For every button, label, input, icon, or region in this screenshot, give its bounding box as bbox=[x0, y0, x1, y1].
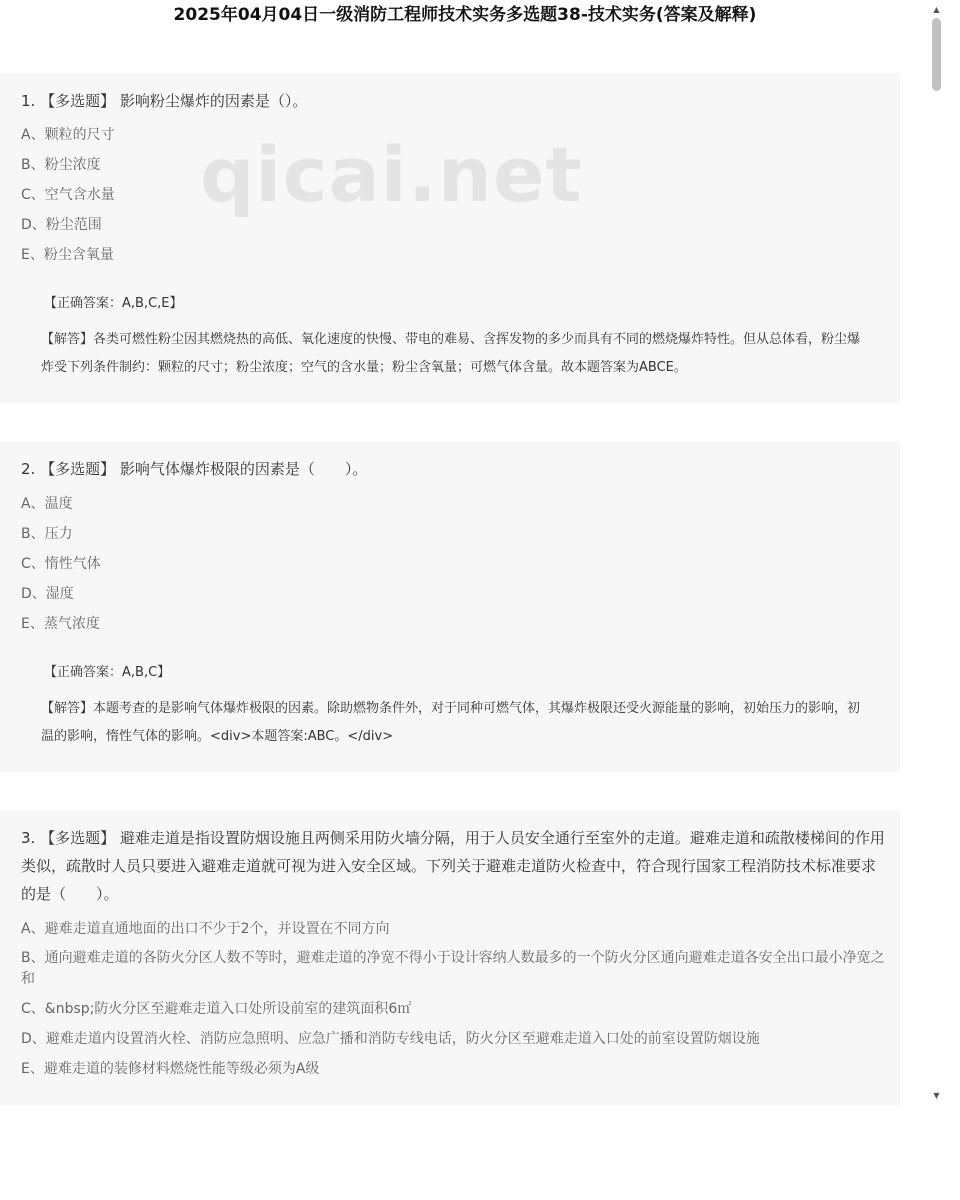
question-type: 【多选题】 bbox=[40, 460, 116, 478]
option-a[interactable]: A、避难走道直通地面的出口不少于2个，并设置在不同方向 bbox=[21, 921, 390, 937]
option-b[interactable]: B、通向避难走道的各防火分区人数不等时，避难走道的净宽不得小于设计容纳人数最多的一个防火分区通向避难走道各安全出口最小净宽之和 bbox=[21, 950, 885, 987]
watermark: qicai.net bbox=[200, 130, 583, 219]
question-stem bbox=[21, 824, 887, 908]
question-text: 影响粉尘爆炸的因素是（）。 bbox=[119, 92, 308, 110]
question-stem bbox=[21, 87, 887, 115]
question-card-1 bbox=[0, 73, 900, 403]
option-e[interactable]: E、蒸气浓度 bbox=[21, 616, 100, 632]
question-text: 影响气体爆炸极限的因素是（ ）。 bbox=[119, 460, 368, 478]
option-b[interactable]: B、粉尘浓度 bbox=[21, 157, 101, 173]
question-type: 【多选题】 bbox=[40, 92, 116, 110]
vertical-scrollbar[interactable] bbox=[928, 0, 945, 1108]
question-text: 避难走道是指设置防烟设施且两侧采用防火墙分隔，用于人员安全通行至室外的走道。避难走道和疏散楼梯间的作用类似，疏散时人员只要进入避难走道就可视为进入安全区域。下列关于避难走道防火检查中，符合现行国家工程消防技术标准要求的是（ ）。 bbox=[21, 829, 885, 903]
option-e[interactable]: E、粉尘含氧量 bbox=[21, 247, 114, 263]
option-a[interactable]: A、颗粒的尺寸 bbox=[21, 127, 115, 143]
page-title: 2025年04月04日一级消防工程师技术实务多选题38-技术实务(答案及解释) bbox=[173, 5, 757, 25]
question-number: 1. bbox=[21, 92, 36, 110]
question-card-3 bbox=[0, 811, 900, 1105]
option-d[interactable]: D、粉尘范围 bbox=[21, 217, 102, 233]
question-number: 2. bbox=[21, 460, 36, 478]
option-c[interactable]: C、空气含水量 bbox=[21, 187, 115, 203]
option-e[interactable]: E、避难走道的装修材料燃烧性能等级必须为A级 bbox=[21, 1061, 320, 1077]
correct-answer: 【正确答案：A,B,C】 bbox=[44, 665, 171, 680]
correct-answer: 【正确答案：A,B,C,E】 bbox=[44, 296, 183, 311]
option-a[interactable]: A、温度 bbox=[21, 496, 73, 512]
scrollbar-thumb[interactable] bbox=[932, 18, 941, 91]
option-d[interactable]: D、湿度 bbox=[21, 586, 74, 602]
explanation: 【解答】本题考查的是影响气体爆炸极限的因素。除助燃物条件外，对于同种可燃气体，其爆炸极限还受火源能量的影响，初始压力的影响，初温的影响，惰性气体的影响。<div>本题答案:ABC。</div> bbox=[41, 701, 861, 744]
option-c[interactable]: C、惰性气体 bbox=[21, 556, 101, 572]
question-stem bbox=[21, 455, 887, 483]
scroll-up-arrow-icon[interactable]: ▲ bbox=[933, 5, 940, 14]
scroll-down-arrow-icon[interactable]: ▼ bbox=[933, 1091, 940, 1100]
question-card-2 bbox=[0, 442, 900, 772]
question-number: 3. bbox=[21, 829, 36, 847]
question-type: 【多选题】 bbox=[40, 829, 116, 847]
explanation: 【解答】各类可燃性粉尘因其燃烧热的高低、氧化速度的快慢、带电的难易、含挥发物的多少而具有不同的燃烧爆炸特性。但从总体看，粉尘爆炸受下列条件制约：颗粒的尺寸；粉尘浓度；空气的含水量；粉尘含氧量；可燃气体含量。故本题答案为ABCE。 bbox=[41, 332, 861, 375]
option-d[interactable]: D、避难走道内设置消火栓、消防应急照明、应急广播和消防专线电话，防火分区至避难走道入口处的前室设置防烟设施 bbox=[21, 1031, 760, 1047]
option-c[interactable]: C、&nbsp;防火分区至避难走道入口处所设前室的建筑面积6㎡ bbox=[21, 1001, 412, 1017]
option-b[interactable]: B、压力 bbox=[21, 526, 73, 542]
